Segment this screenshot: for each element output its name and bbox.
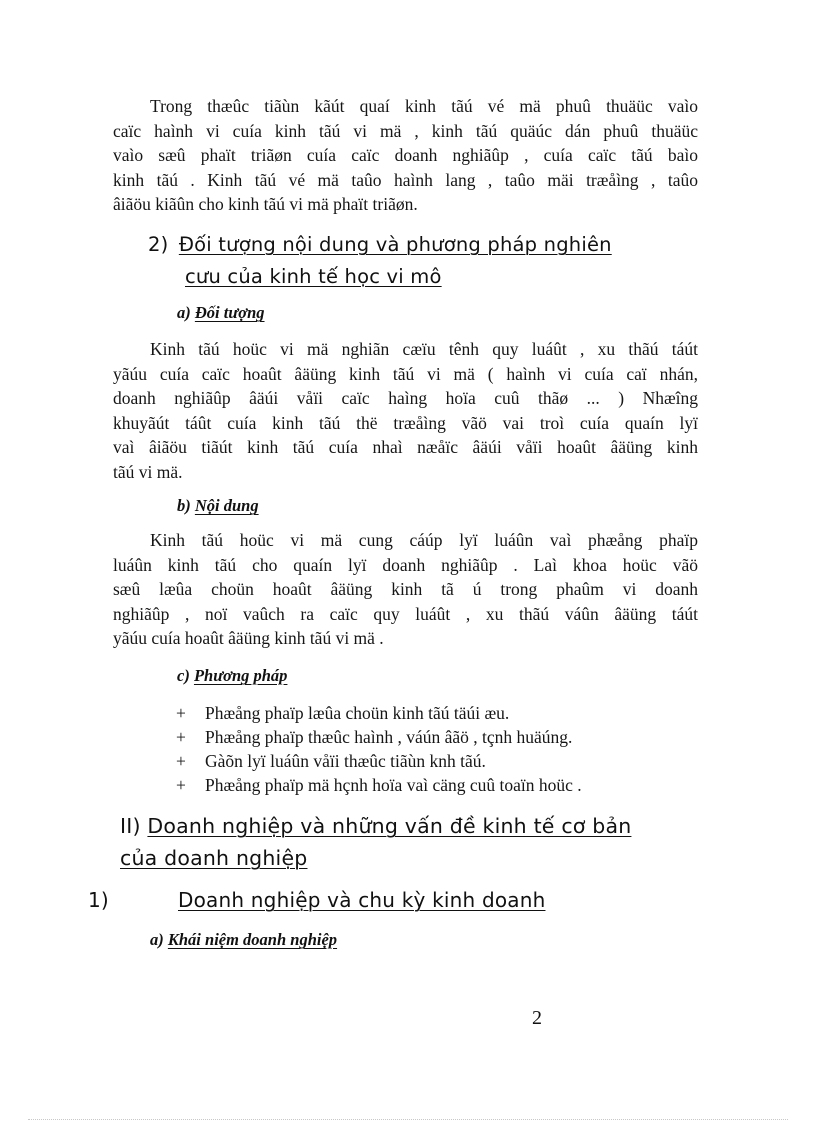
subsection-b-title: Nội dung: [194, 496, 259, 515]
intro-paragraph: [113, 94, 698, 217]
paragraph-a-line: khuyãút táût cuía kinh tãú thë træåìng vãö vai troì cuía quaín lyï: [113, 412, 698, 433]
section-2-heading-cont: [185, 263, 442, 290]
subsection-a2-heading: [150, 930, 337, 950]
bullet-text: Phæång phaïp læûa choün kinh tãú täúi æu.: [205, 703, 510, 723]
plus-bullet-icon: +: [176, 727, 186, 747]
section-1-title: Doanh nghiệp và chu kỳ kinh doanh: [178, 888, 546, 912]
subsection-c-prefix: c): [177, 666, 190, 685]
paragraph-b-line: sæû læûa choün hoaût âäüng kinh tã ú trong phaûm vi doanh: [113, 579, 698, 599]
section-II-heading-cont: [120, 845, 307, 872]
subsection-a2-prefix: a): [150, 930, 164, 949]
paragraph-b-line: nghiãûp , noï vaûch ra caïc quy luáût , xu thãú váûn âäüng táút: [113, 603, 698, 624]
paragraph-b-line: luáûn kinh tãú cho quaín lyï doanh nghiãûp . Laì khoa hoüc vãö: [113, 554, 698, 575]
intro-line: âiãöu kiãûn cho kinh tãú vi mä phaït triãøn.: [113, 194, 418, 214]
subsection-a-title: Đối tượng: [194, 303, 265, 322]
paragraph-a-line: vaì âiãöu tiãút kinh tãú cuía nhaì næåïc âäúi våïi hoaût âäüng kinh: [113, 437, 698, 457]
section-II-title-line2: của doanh nghiệp: [120, 846, 308, 870]
bullet-item: [176, 749, 582, 773]
subsection-a-heading: [177, 303, 265, 323]
page-bottom-divider: [28, 1119, 788, 1120]
bullet-item: [176, 773, 582, 797]
subsection-b-prefix: b): [177, 496, 191, 515]
plus-bullet-icon: +: [176, 775, 186, 795]
intro-line: caïc haình vi cuía kinh tãú vi mä , kinh tãú quäúc dán phuû thuäüc: [113, 120, 698, 141]
paragraph-a-line: yãúu cuía caïc hoaût âäüng kinh tãú vi mä ( haình vi cuía caï nhán,: [113, 363, 698, 384]
section-II-number: II): [120, 814, 141, 838]
section-2-title-line1: Đối tượng nội dung và phương pháp nghiên: [178, 233, 612, 256]
intro-line: vaìo sæû phaït triãøn cuía caïc doanh nghiãûp , cuía caïc tãú baìo: [113, 145, 698, 165]
bullet-text: Phæång phaïp mä hçnh hoïa vaì cäng cuû toaïn hoüc .: [205, 775, 582, 795]
plus-bullet-icon: +: [176, 751, 186, 771]
section-2-number: 2): [148, 233, 169, 256]
subsection-a2-title: Khái niệm doanh nghiệp: [167, 930, 338, 949]
bullet-item: [176, 701, 582, 725]
subsection-a-prefix: a): [177, 303, 191, 322]
section-2-title-line2: cưu của kinh tế học vi mô: [185, 265, 442, 288]
plus-bullet-icon: +: [176, 703, 186, 723]
bullet-text: Phæång phaïp thæûc haình , váún âãö , tçnh huäúng.: [205, 727, 573, 747]
paragraph-b: [113, 528, 698, 651]
method-bullet-list: [176, 701, 582, 797]
bullet-text: Gàõn lyï luáûn våïi thæûc tiãùn knh tãú.: [205, 751, 486, 771]
intro-line: Trong thæûc tiãùn kãút quaí kinh tãú vé mä phuû thuäüc vaìo: [150, 96, 698, 116]
paragraph-a-line: Kinh tãú hoüc vi mä nghiãn cæïu tênh quy luáût , xu thãú táút: [150, 339, 698, 359]
subsection-c-heading: [177, 666, 287, 686]
bullet-item: [176, 725, 582, 749]
section-1-heading: [88, 887, 109, 914]
section-2-heading: [148, 231, 701, 258]
paragraph-a-line: doanh nghiãûp âäúi våïi caïc haìng hoïa cuû thãø ... ) Nhæîng: [113, 388, 698, 408]
section-1-number: 1): [88, 888, 109, 912]
paragraph-b-line: Kinh tãú hoüc vi mä cung cáúp lyï luáûn vaì phæång phaïp: [150, 530, 698, 550]
section-1-heading-title: [178, 887, 545, 914]
section-II-heading: [120, 813, 631, 840]
subsection-c-title: Phương pháp: [193, 666, 288, 685]
intro-line: kinh tãú . Kinh tãú vé mä taûo haình lang , taûo mäi træåìng , taûo: [113, 169, 698, 190]
paragraph-a: [113, 337, 698, 484]
paragraph-a-line: tãú vi mä.: [113, 461, 183, 482]
page-number: 2: [532, 1007, 542, 1029]
paragraph-b-line: yãúu cuía hoaût âäüng kinh tãú vi mä .: [113, 628, 384, 648]
subsection-b-heading: [177, 496, 259, 516]
section-II-title-line1: Doanh nghiệp và những vấn đề kinh tế cơ bản: [147, 814, 632, 838]
